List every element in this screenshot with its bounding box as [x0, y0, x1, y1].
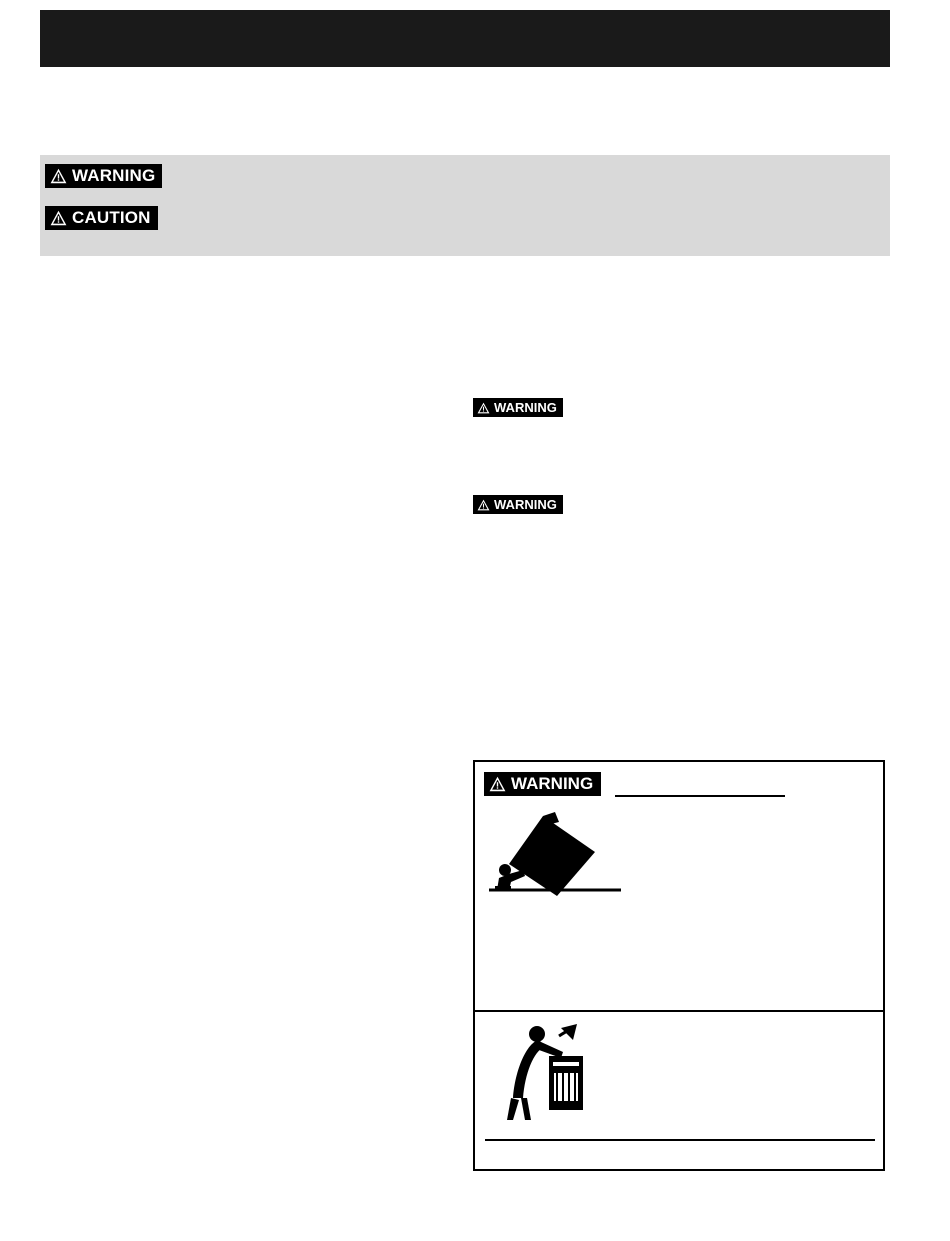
person-lifting-appliance-icon	[493, 1022, 603, 1127]
tip-over-warning-badge	[484, 772, 601, 796]
headline-rule	[615, 795, 785, 797]
tip-over-warning-lower	[475, 1012, 883, 1169]
inline-warning-badge-2-label: WARNING	[494, 497, 557, 512]
inline-warning-badge-1	[473, 398, 563, 417]
lower-rule	[485, 1139, 875, 1141]
caution-badge	[45, 206, 158, 230]
tip-over-warning-box	[473, 760, 885, 1171]
inline-warning-badge-1-label: WARNING	[494, 400, 557, 415]
tip-over-warning-badge-label: WARNING	[511, 774, 594, 793]
inline-warning-badge-2	[473, 495, 563, 514]
warning-triangle-icon	[489, 776, 506, 792]
furniture-tip-over-icon	[485, 810, 625, 898]
page-title	[40, 10, 890, 48]
page-header-bar	[40, 10, 890, 67]
warning-badge	[45, 164, 162, 188]
safety-notice-panel	[40, 155, 890, 256]
caution-badge-label: CAUTION	[72, 208, 151, 227]
warning-triangle-icon	[50, 168, 67, 184]
warning-triangle-icon	[477, 402, 490, 414]
caution-triangle-icon	[50, 210, 67, 226]
warning-triangle-icon	[477, 499, 490, 511]
tip-over-warning-upper	[475, 762, 883, 1012]
warning-badge-label: WARNING	[72, 166, 156, 185]
